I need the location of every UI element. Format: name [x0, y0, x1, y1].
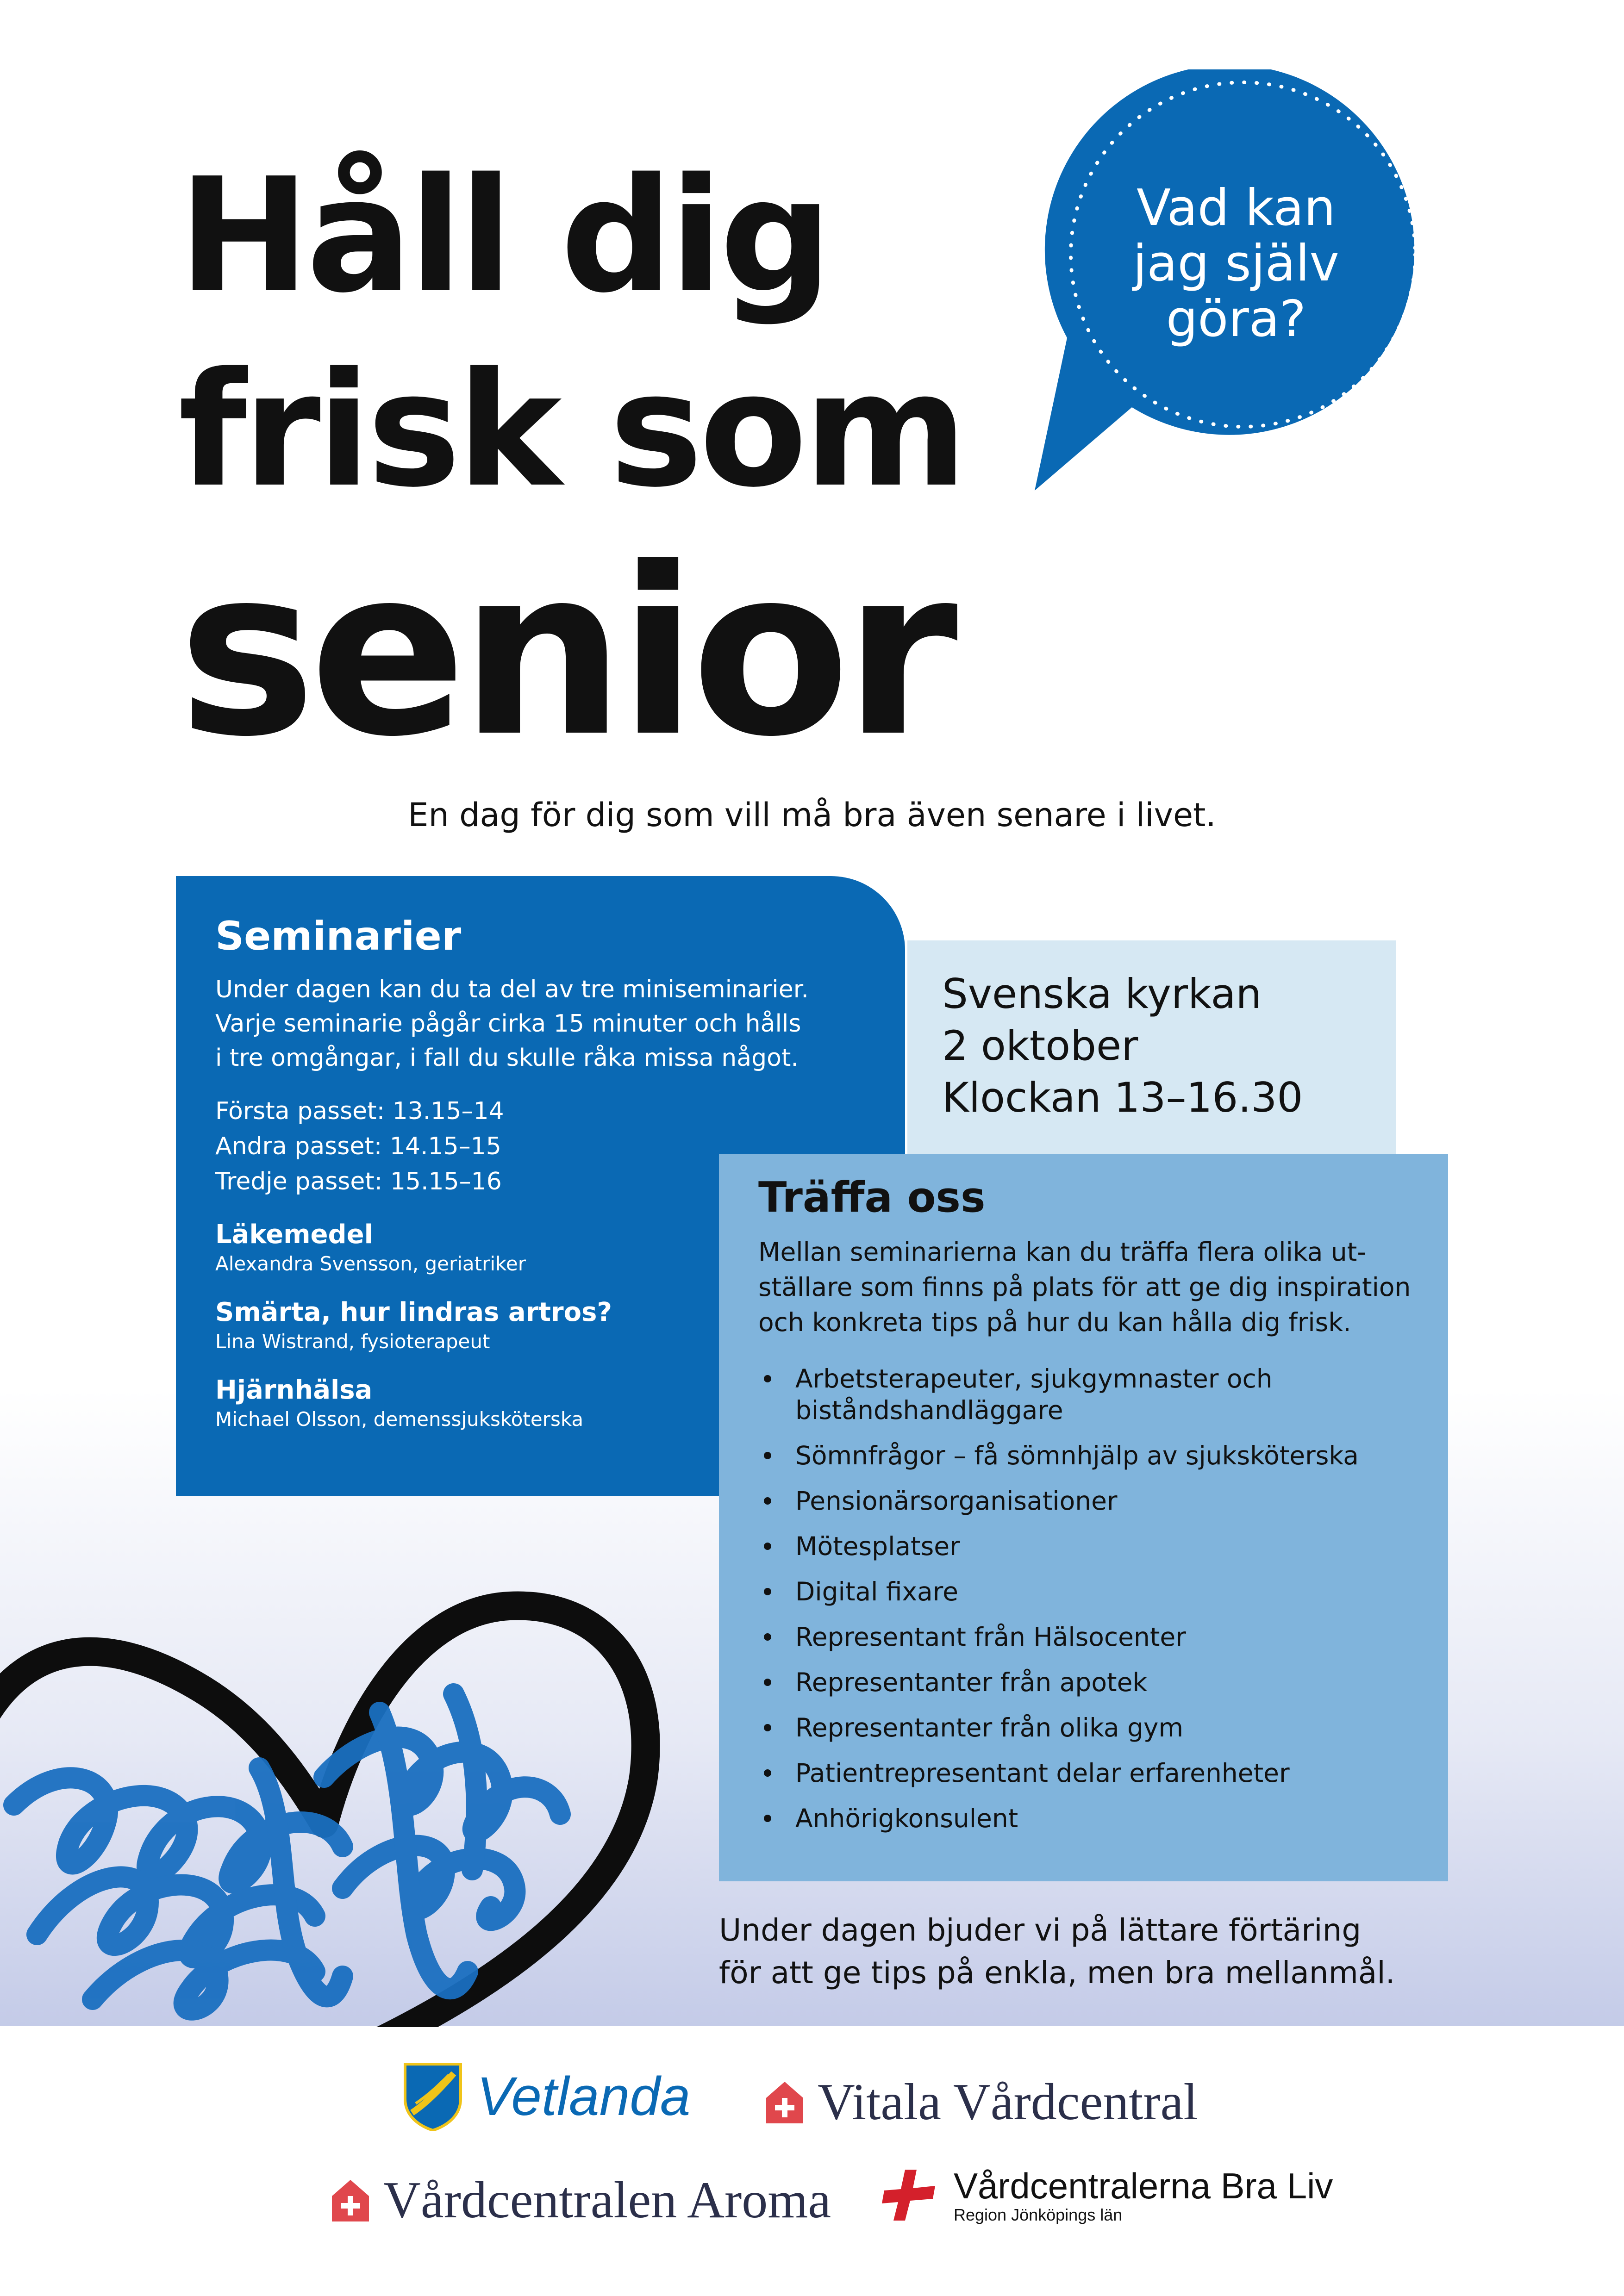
title-line-3: senior: [178, 518, 952, 787]
seminar-intro-line: i tre omgångar, i fall du skulle råka missa något.: [215, 1044, 799, 1072]
bullet-icon: [764, 1769, 771, 1777]
seminar-intro: [215, 972, 873, 1075]
closing-line: Under dagen bjuder vi på lättare förtäring: [719, 1912, 1362, 1948]
pass-item: Andra passet: 14.15–15: [215, 1132, 501, 1160]
logo-vetlanda: [403, 2062, 690, 2131]
list-item: [758, 1803, 1416, 1834]
meet-title: Träffa oss: [758, 1173, 986, 1222]
list-item: [758, 1576, 1416, 1607]
list-item: [758, 1440, 1416, 1471]
list-item-text: Representanter från apotek: [795, 1668, 1148, 1697]
topic-speaker: Alexandra Svensson, geriatriker: [215, 1252, 526, 1275]
list-item-text: Patientrepresentant delar erfarenheter: [795, 1758, 1290, 1788]
bullet-icon: [764, 1679, 771, 1686]
topic-title: Läkemedel: [215, 1220, 373, 1250]
meet-intro-line: ställare som finns på plats för att ge dig inspiration: [758, 1272, 1411, 1302]
bullet-icon: [764, 1375, 771, 1382]
list-item-text: Pensionärsorganisationer: [795, 1486, 1118, 1516]
red-cross-icon: [880, 2167, 940, 2223]
list-item: [758, 1621, 1416, 1653]
list-item-text: Mötesplatser: [795, 1531, 960, 1561]
logo-bra-liv-subtext: Region Jönköpings län: [954, 2205, 1123, 2224]
event-info-box: [907, 940, 1396, 1160]
list-item: [758, 1712, 1416, 1743]
title-line-1: Håll dig: [178, 144, 829, 328]
bubble-line-3: göra?: [1166, 290, 1306, 348]
meet-intro: [758, 1234, 1416, 1340]
bubble-line-2: jag själv: [1133, 235, 1339, 292]
bullet-icon: [764, 1724, 771, 1731]
bullet-icon: [764, 1588, 771, 1595]
seminar-title: Seminarier: [215, 913, 462, 959]
bullet-icon: [764, 1815, 771, 1822]
bubble-text: [1060, 180, 1412, 347]
house-cross-icon: [330, 2178, 371, 2224]
seminar-intro-line: Varje seminarie pågår cirka 15 minuter och hålls: [215, 1010, 801, 1038]
topic-speaker: Michael Olsson, demenssjuksköterska: [215, 1408, 584, 1431]
list-item-text: Anhörigkonsulent: [795, 1804, 1018, 1833]
pass-item: Första passet: 13.15–14: [215, 1097, 504, 1125]
event-time: Klockan 13–16.30: [942, 1074, 1303, 1121]
list-item: [758, 1485, 1416, 1517]
closing-text: [719, 1909, 1395, 1994]
list-item-text: Digital fixare: [795, 1577, 958, 1606]
exhibitor-list: [758, 1363, 1416, 1834]
tagline: En dag för dig som vill må bra även senare i livet.: [408, 796, 1216, 834]
logo-bra-liv: [880, 2166, 1333, 2224]
logo-bra-liv-text: Vårdcentralerna Bra Liv: [954, 2165, 1333, 2206]
vetlanda-shield-icon: [403, 2062, 463, 2131]
bubble-line-1: Vad kan: [1137, 179, 1336, 237]
list-item: [758, 1667, 1416, 1698]
title-line-2: frisk som: [178, 339, 964, 522]
event-date: 2 oktober: [942, 1022, 1138, 1070]
meet-intro-line: och konkreta tips på hur du kan hålla dig frisk.: [758, 1307, 1351, 1337]
footer-background: [0, 2026, 1624, 2296]
bullet-icon: [764, 1452, 771, 1459]
list-item-text: Representant från Hälsocenter: [795, 1622, 1186, 1652]
list-item: [758, 1363, 1416, 1426]
poster-title: [178, 139, 964, 787]
list-item: [758, 1757, 1416, 1789]
pass-item: Tredje passet: 15.15–16: [215, 1168, 502, 1195]
topic-speaker: Lina Wistrand, fysioterapeut: [215, 1330, 490, 1353]
logo-aroma-text: Vårdcentralen Aroma: [383, 2172, 831, 2229]
list-item-text: Arbetsterapeuter, sjukgymnaster och biståndshandläggare: [795, 1364, 1273, 1425]
event-place: Svenska kyrkan: [942, 970, 1262, 1018]
bullet-icon: [764, 1633, 771, 1641]
topic-title: Smärta, hur lindras artros?: [215, 1297, 612, 1327]
logo-vetlanda-text: Vetlanda: [477, 2066, 691, 2127]
meet-intro-line: Mellan seminarierna kan du träffa flera olika ut-: [758, 1237, 1367, 1267]
meet-us-box: [719, 1154, 1448, 1881]
heart-scribble-icon: [0, 1518, 681, 2027]
logo-aroma: [330, 2171, 831, 2230]
topic-title: Hjärnhälsa: [215, 1375, 373, 1405]
bullet-icon: [764, 1497, 771, 1505]
house-cross-icon: [764, 2079, 806, 2126]
list-item-text: Representanter från olika gym: [795, 1713, 1184, 1742]
logo-vitala: [764, 2072, 1198, 2132]
closing-line: för att ge tips på enkla, men bra mellanmål.: [719, 1955, 1395, 1991]
list-item-text: Sömnfrågor – få sömnhjälp av sjuksköterska: [795, 1441, 1359, 1470]
list-item: [758, 1531, 1416, 1562]
logo-vitala-text: Vitala Vårdcentral: [818, 2073, 1198, 2131]
bullet-icon: [764, 1543, 771, 1550]
seminar-intro-line: Under dagen kan du ta del av tre miniseminarier.: [215, 976, 809, 1003]
